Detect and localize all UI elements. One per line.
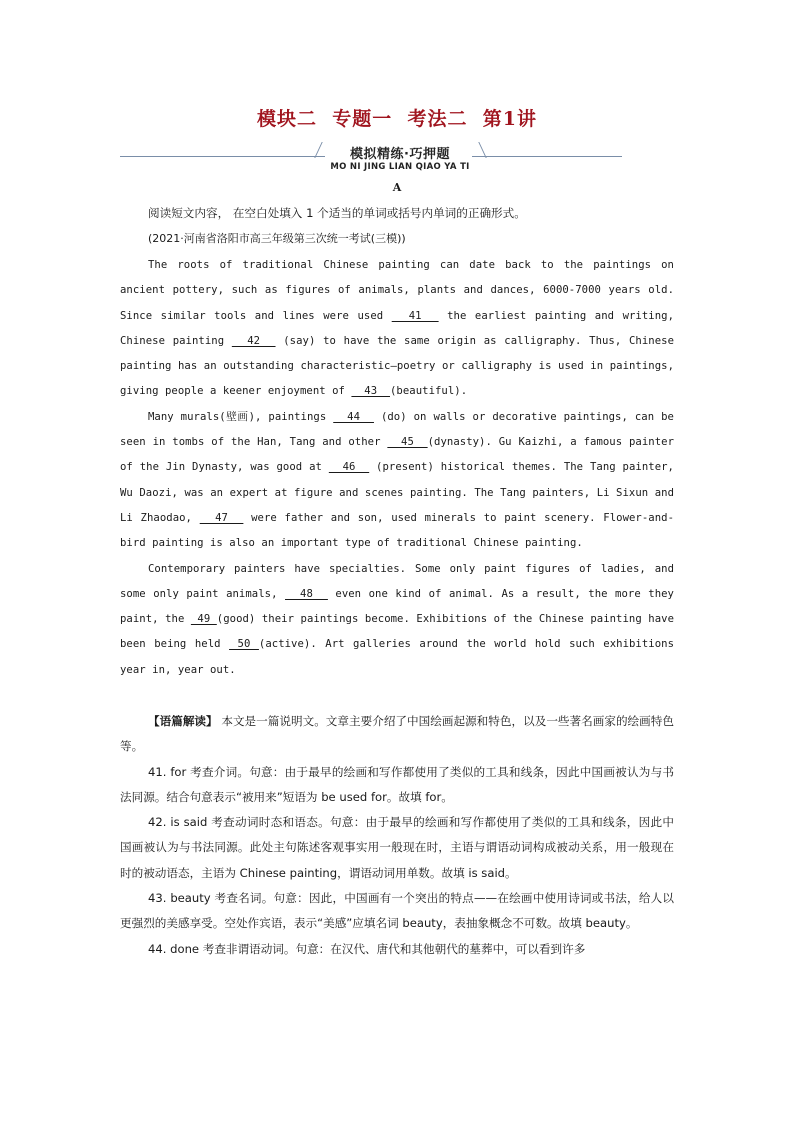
- blank-45: 45: [387, 436, 428, 449]
- section-banner: [120, 145, 674, 181]
- instruction: 阅读短文内容， 在空白处填入 1 个适当的单词或括号内单词的正确形式。: [148, 206, 526, 220]
- analysis-text: 本文是一篇说明文。文章主要介绍了中国绘画起源和特色，以及一些著名画家的绘画特色等。: [120, 714, 674, 754]
- blank-49: 49: [190, 613, 217, 626]
- instruction-block: [120, 201, 674, 252]
- banner-rule-left: [120, 156, 325, 157]
- passage: [120, 253, 674, 683]
- page-title: 模块二 专题一 考法二 第1讲: [257, 108, 537, 130]
- blank-48: 48: [285, 587, 328, 600]
- blank-50: 50: [229, 638, 259, 651]
- answer-44: 44. done 考查非谓语动词。句意：在汉代、唐代和其他朝代的墓葬中，可以看到许多: [148, 941, 586, 956]
- blank-42: 42: [231, 334, 276, 347]
- answer-42: 42. is said 考查动词时态和语态。句意：由于最早的绘画和写作都使用了类似的工具和线条，因此中国画被认为与书法同源。此处主句陈述客观事实用一般现在时，主语与谓语动词构成被动关系，用一般现在时的被动语态，主语为 Chinese painting，谓语动词用单数。故填 is said。: [120, 815, 674, 880]
- blank-46: 46: [328, 461, 370, 474]
- banner-label: 模拟精练·巧押题: [350, 147, 450, 162]
- answer-section: [120, 709, 674, 962]
- discourse-analysis: [120, 709, 674, 760]
- blank-44: 44: [333, 410, 374, 423]
- passage-paragraph-1: The roots of traditional Chinese painting can date back to the paintings on ancient pottery, such as figures of animals, plants and dances, 6000-7000 years old. Since similar tools and lines were used 41 the earliest painting and writing, Chinese painting 42 (say) to have the same origin as calligraphy. Thus, Chinese painting has an outstanding characteristic—poetry or calligraphy is used in paintings, giving people a keener enjoyment of 43 (beautiful).: [120, 259, 674, 398]
- source-note: (2021·河南省洛阳市高三年级第三次统一考试(三模)): [148, 232, 406, 246]
- answer-43: 43. beauty 考查名词。句意：因此，中国画有一个突出的特点——在绘画中使用诗词或书法，给人以更强烈的美感享受。空处作宾语，表示“美感”应填名词 beauty，表抽象概念不可数。故填 beauty。: [120, 891, 674, 931]
- answer-41: 41. for 考查介词。句意：由于最早的绘画和写作都使用了类似的工具和线条，因此中国画被认为与书法同源。结合句意表示“被用来”短语为 be used for。故填 for。: [120, 764, 674, 804]
- blank-47: 47: [199, 511, 244, 524]
- blank-43: 43: [351, 385, 390, 398]
- section-letter: A: [392, 181, 402, 194]
- passage-paragraph-2: Many murals(壁画), paintings 44 (do) on walls or decorative paintings, can be seen in tombs of the Han, Tang and other 45 (dynasty). Gu Kaizhi, a famous painter of the Jin Dynasty, was good at 46 (present) historical themes. The Tang painter, Wu Daozi, was an expert at figure and scenes painting. The Tang painters, Li Sixun and Li Zhaodao, 47 were father and son, used minerals to paint scenery. Flower-and-bird painting is also an important type of traditional Chinese painting.: [120, 410, 675, 550]
- analysis-heading: 【语篇解读】: [148, 714, 218, 728]
- blank-41: 41: [391, 309, 439, 322]
- passage-paragraph-3: Contemporary painters have specialties. Some only paint figures of ladies, and some only paint animals, 48 even one kind of animal. As a result, the more they paint, the 49 (good) their paintings become. Exhibitions of the Chinese painting have been being held 50 (active). Art galleries around the world hold such exhibitions year in, year out.: [120, 562, 674, 676]
- banner-rule-right: [472, 156, 622, 157]
- banner-pinyin: MO NI JING LIAN QIAO YA TI: [330, 162, 470, 172]
